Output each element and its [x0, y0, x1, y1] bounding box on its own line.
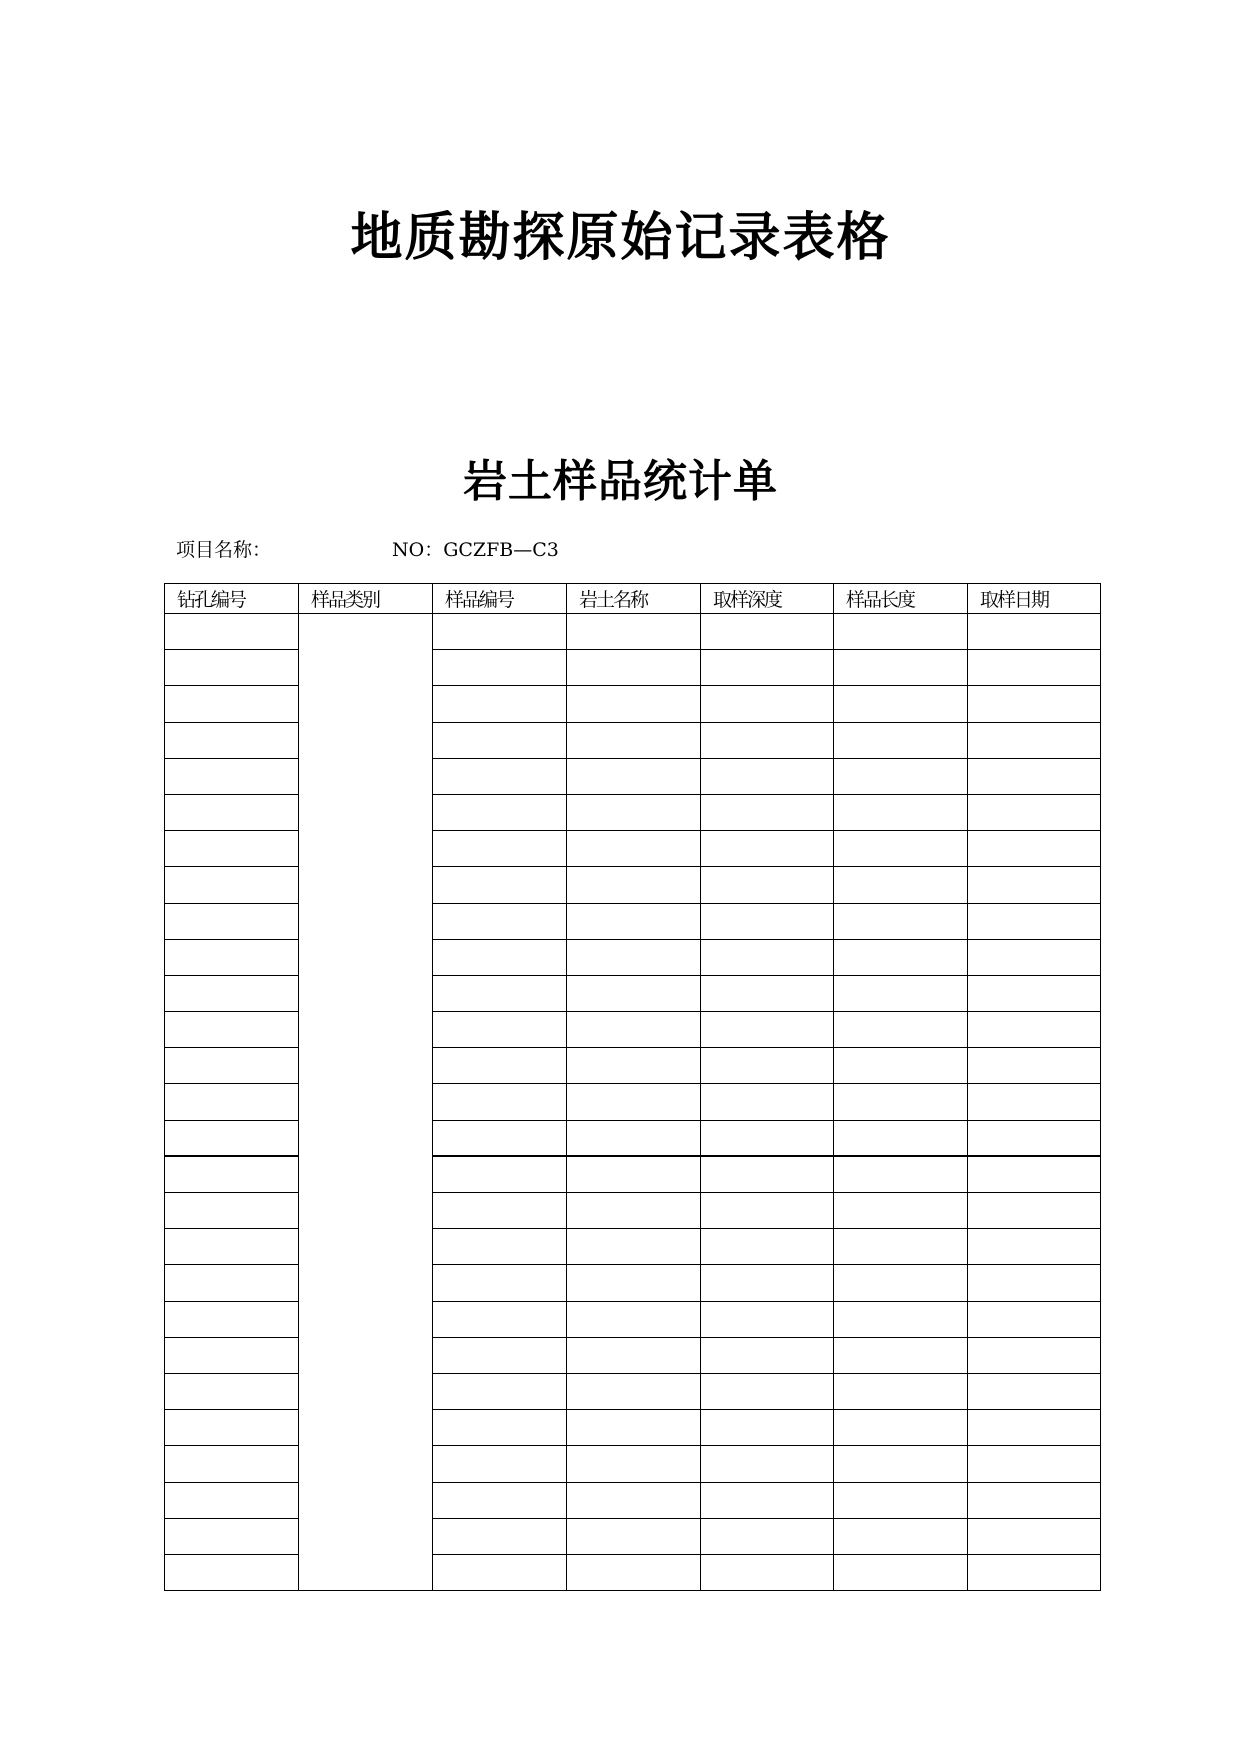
table-cell[interactable] — [433, 939, 567, 975]
table-cell[interactable] — [433, 975, 567, 1011]
table-cell[interactable] — [433, 1156, 567, 1192]
table-cell[interactable] — [433, 1373, 567, 1409]
table-cell[interactable] — [968, 1084, 1101, 1120]
header-sampling-date: 取样日期 — [968, 584, 1101, 614]
table-cell[interactable] — [433, 1446, 567, 1482]
table-cell[interactable] — [567, 614, 701, 650]
table-cell[interactable] — [433, 1265, 567, 1301]
table-cell[interactable] — [433, 1301, 567, 1337]
table-cell[interactable] — [968, 1301, 1101, 1337]
table-cell[interactable] — [165, 831, 299, 867]
table-cell[interactable] — [433, 1084, 567, 1120]
table-cell[interactable] — [968, 975, 1101, 1011]
document-number: NO：GCZFB—C3 — [392, 539, 559, 561]
table-cell[interactable] — [433, 758, 567, 794]
table-cell[interactable] — [165, 1446, 299, 1482]
table-cell[interactable] — [834, 1012, 968, 1048]
table-cell[interactable] — [165, 1012, 299, 1048]
form-subtitle: 岩土样品统计单 — [463, 456, 778, 507]
table-cell[interactable] — [701, 831, 834, 867]
table-cell[interactable] — [834, 794, 968, 830]
table-cell[interactable] — [701, 1554, 834, 1590]
table-cell[interactable] — [567, 1518, 701, 1554]
project-name-label: 项目名称： — [176, 539, 272, 561]
table-cell[interactable] — [968, 758, 1101, 794]
table-cell[interactable] — [567, 903, 701, 939]
table-cell[interactable] — [834, 1120, 968, 1156]
header-soil-name: 岩土名称 — [567, 584, 701, 614]
table-cell[interactable] — [834, 1518, 968, 1554]
table-cell[interactable] — [433, 1337, 567, 1373]
table-cell[interactable] — [567, 1229, 701, 1265]
table-cell[interactable] — [567, 1193, 701, 1229]
table-cell[interactable] — [834, 1265, 968, 1301]
table-cell[interactable] — [567, 1446, 701, 1482]
table-cell[interactable] — [433, 722, 567, 758]
table-cell[interactable] — [701, 758, 834, 794]
table-cell[interactable] — [968, 650, 1101, 686]
header-sample-length: 样品长度 — [834, 584, 968, 614]
table-cell[interactable] — [834, 1301, 968, 1337]
header-sample-no: 样品编号 — [433, 584, 567, 614]
table-cell[interactable] — [433, 614, 567, 650]
table-cell[interactable] — [834, 686, 968, 722]
table-cell[interactable] — [968, 1446, 1101, 1482]
table-cell[interactable] — [834, 614, 968, 650]
table-cell[interactable] — [165, 975, 299, 1011]
table-cell[interactable] — [701, 1446, 834, 1482]
table-cell[interactable] — [701, 1084, 834, 1120]
table-cell[interactable] — [834, 1156, 968, 1192]
table-cell[interactable] — [701, 1410, 834, 1446]
table-cell[interactable] — [968, 1373, 1101, 1409]
table-cell[interactable] — [834, 1337, 968, 1373]
table-cell[interactable] — [567, 1337, 701, 1373]
table-cell[interactable] — [834, 903, 968, 939]
table-cell[interactable] — [834, 1482, 968, 1518]
table-cell[interactable] — [834, 1193, 968, 1229]
table-cell[interactable] — [834, 1084, 968, 1120]
table-cell[interactable] — [968, 1554, 1101, 1590]
table-cell[interactable] — [165, 1156, 299, 1192]
header-borehole-no: 钻孔编号 — [165, 584, 299, 614]
table-cell[interactable] — [165, 1554, 299, 1590]
table-cell[interactable] — [165, 686, 299, 722]
table-cell[interactable] — [968, 867, 1101, 903]
table-cell[interactable] — [433, 1482, 567, 1518]
table-cell[interactable] — [968, 1193, 1101, 1229]
table-cell[interactable] — [567, 831, 701, 867]
sample-category-cell[interactable] — [299, 614, 433, 1591]
table-cell[interactable] — [433, 686, 567, 722]
table-cell[interactable] — [701, 1012, 834, 1048]
table-cell[interactable] — [433, 1120, 567, 1156]
table-cell[interactable] — [433, 1410, 567, 1446]
table-cell[interactable] — [834, 975, 968, 1011]
table-cell[interactable] — [701, 1373, 834, 1409]
table-cell[interactable] — [165, 1265, 299, 1301]
table-cell[interactable] — [968, 1337, 1101, 1373]
table-cell[interactable] — [968, 1482, 1101, 1518]
table-cell[interactable] — [433, 1518, 567, 1554]
table-cell[interactable] — [567, 1156, 701, 1192]
table-cell[interactable] — [701, 1337, 834, 1373]
table-cell[interactable] — [701, 686, 834, 722]
table-cell[interactable] — [834, 1229, 968, 1265]
table-cell[interactable] — [567, 1048, 701, 1084]
table-cell[interactable] — [968, 1012, 1101, 1048]
table-cell[interactable] — [701, 1120, 834, 1156]
table-cell[interactable] — [165, 1229, 299, 1265]
table-cell[interactable] — [968, 686, 1101, 722]
table-cell[interactable] — [165, 867, 299, 903]
table-cell[interactable] — [968, 1229, 1101, 1265]
table-cell[interactable] — [433, 831, 567, 867]
table-cell[interactable] — [165, 939, 299, 975]
table-cell[interactable] — [701, 1229, 834, 1265]
table-cell[interactable] — [834, 1410, 968, 1446]
table-cell[interactable] — [165, 1301, 299, 1337]
table-cell[interactable] — [165, 1120, 299, 1156]
table-cell[interactable] — [567, 867, 701, 903]
table-cell[interactable] — [701, 1156, 834, 1192]
table-cell[interactable] — [968, 939, 1101, 975]
table-cell[interactable] — [165, 722, 299, 758]
table-cell[interactable] — [165, 758, 299, 794]
table-cell[interactable] — [701, 1482, 834, 1518]
table-cell[interactable] — [701, 939, 834, 975]
table-cell[interactable] — [567, 758, 701, 794]
table-cell[interactable] — [433, 867, 567, 903]
table-cell[interactable] — [567, 1301, 701, 1337]
table-cell[interactable] — [834, 1373, 968, 1409]
table-cell[interactable] — [968, 794, 1101, 830]
table-cell[interactable] — [567, 1554, 701, 1590]
table-header-row — [165, 584, 1101, 614]
table-cell[interactable] — [968, 722, 1101, 758]
table-cell[interactable] — [165, 903, 299, 939]
table-cell[interactable] — [567, 1373, 701, 1409]
table-cell[interactable] — [701, 1048, 834, 1084]
table-cell[interactable] — [567, 1012, 701, 1048]
table-cell[interactable] — [433, 1554, 567, 1590]
table-cell[interactable] — [165, 1373, 299, 1409]
table-cell[interactable] — [834, 867, 968, 903]
table-cell[interactable] — [701, 867, 834, 903]
table-cell[interactable] — [968, 903, 1101, 939]
table-cell[interactable] — [165, 614, 299, 650]
table-cell[interactable] — [968, 614, 1101, 650]
table-cell[interactable] — [165, 794, 299, 830]
table-cell[interactable] — [567, 1410, 701, 1446]
table-cell[interactable] — [834, 650, 968, 686]
table-cell[interactable] — [834, 1554, 968, 1590]
table-cell[interactable] — [834, 1048, 968, 1084]
table-cell[interactable] — [567, 650, 701, 686]
table-body — [165, 614, 1101, 1591]
table-cell[interactable] — [968, 831, 1101, 867]
table-cell[interactable] — [968, 1518, 1101, 1554]
table-cell[interactable] — [567, 686, 701, 722]
table-cell[interactable] — [567, 722, 701, 758]
table-cell[interactable] — [433, 650, 567, 686]
table-cell[interactable] — [968, 1156, 1101, 1192]
table-cell[interactable] — [433, 1012, 567, 1048]
table-cell[interactable] — [567, 1265, 701, 1301]
table-cell[interactable] — [968, 1265, 1101, 1301]
table-cell[interactable] — [165, 1482, 299, 1518]
table-cell[interactable] — [701, 650, 834, 686]
table-cell[interactable] — [834, 831, 968, 867]
table-cell[interactable] — [165, 1084, 299, 1120]
table-cell[interactable] — [701, 614, 834, 650]
table-cell[interactable] — [834, 1446, 968, 1482]
table-cell[interactable] — [701, 1193, 834, 1229]
table-cell[interactable] — [433, 1229, 567, 1265]
table-cell[interactable] — [165, 650, 299, 686]
sample-statistics-table — [164, 583, 1101, 1591]
table-row — [165, 614, 1101, 650]
table-cell[interactable] — [701, 794, 834, 830]
table-cell[interactable] — [701, 1265, 834, 1301]
table-cell[interactable] — [165, 1337, 299, 1373]
table-cell[interactable] — [567, 939, 701, 975]
table-cell[interactable] — [701, 1518, 834, 1554]
table-cell[interactable] — [433, 1048, 567, 1084]
table-cell[interactable] — [165, 1518, 299, 1554]
table-cell[interactable] — [701, 975, 834, 1011]
table-cell[interactable] — [968, 1048, 1101, 1084]
document-title: 地质勘探原始记录表格 — [350, 207, 891, 268]
table-cell[interactable] — [567, 975, 701, 1011]
table-cell[interactable] — [834, 758, 968, 794]
table-cell[interactable] — [968, 1120, 1101, 1156]
table-cell[interactable] — [701, 722, 834, 758]
header-sample-category: 样品类别 — [299, 584, 433, 614]
table-cell[interactable] — [567, 1120, 701, 1156]
table-cell[interactable] — [433, 1193, 567, 1229]
table-cell[interactable] — [433, 903, 567, 939]
table-cell[interactable] — [567, 1084, 701, 1120]
table-cell[interactable] — [165, 1048, 299, 1084]
table-cell[interactable] — [834, 939, 968, 975]
table-cell[interactable] — [834, 722, 968, 758]
table-cell[interactable] — [165, 1193, 299, 1229]
table-cell[interactable] — [433, 794, 567, 830]
table-cell[interactable] — [567, 1482, 701, 1518]
table-cell[interactable] — [567, 794, 701, 830]
table-cell[interactable] — [701, 903, 834, 939]
header-sampling-depth: 取样深度 — [701, 584, 834, 614]
table-cell[interactable] — [701, 1301, 834, 1337]
table-cell[interactable] — [165, 1410, 299, 1446]
table-cell[interactable] — [968, 1410, 1101, 1446]
